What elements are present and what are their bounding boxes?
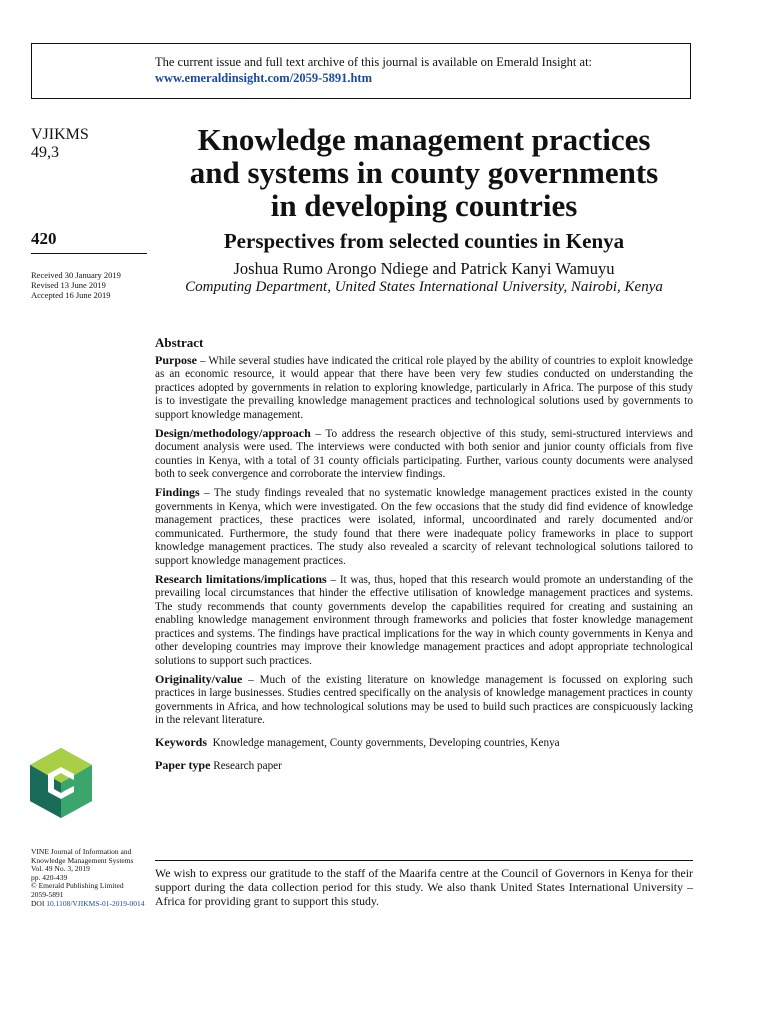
journal-name-line: Knowledge Management Systems bbox=[31, 855, 134, 865]
title-line: Knowledge management practices bbox=[197, 122, 651, 157]
purpose-label: Purpose bbox=[155, 352, 197, 367]
journal-copyright: © Emerald Publishing Limited bbox=[31, 881, 124, 891]
limitations-label: Research limitations/implications bbox=[155, 571, 327, 586]
abstract-heading: Abstract bbox=[155, 335, 204, 350]
acknowledgement-footnote: We wish to express our gratitude to the staff of the Maarifa centre at the Council of Governors in Kenya for their support during the data collection period for this study. We also thank United States International University – Africa for providing grant to support this study. bbox=[155, 866, 693, 908]
originality-label: Originality/value bbox=[155, 671, 243, 686]
journal-code-block bbox=[31, 126, 89, 162]
authors: Joshua Rumo Arongo Ndiege and Patrick Kanyi Wamuyu bbox=[233, 259, 615, 278]
article-subtitle: Perspectives from selected counties in Kenya bbox=[223, 229, 625, 253]
divider bbox=[31, 253, 147, 254]
design-label: Design/methodology/approach bbox=[155, 425, 311, 440]
volume-issue: 49,3 bbox=[31, 144, 59, 161]
findings-label: Findings bbox=[155, 484, 200, 499]
abstract-findings bbox=[155, 486, 693, 569]
banner-text: The current issue and full text archive of this journal is available on Emerald Insight at: bbox=[155, 55, 593, 69]
journal-pages: pp. 420-439 bbox=[31, 872, 68, 882]
article-dates bbox=[31, 270, 121, 300]
journal-volume: Vol. 49 No. 3, 2019 bbox=[31, 864, 90, 874]
journal-name-line: VINE Journal of Information and bbox=[31, 847, 132, 856]
purpose-text: – While several studies have indicated the critical role played by the ability of countries to exploit knowledge as an economic resource, it would appear that there have been very few studies conducted on understanding the practices adopted by governments in relation to exploring knowledge, particularly in Africa. The purpose of this study is to investigate the prevailing knowledge management practices and technological solutions used by governments to support knowledge management. bbox=[155, 354, 693, 421]
accepted-date: Accepted 16 June 2019 bbox=[31, 290, 111, 300]
received-date: Received 30 January 2019 bbox=[31, 270, 121, 280]
paper-type-text: Research paper bbox=[213, 759, 282, 772]
abstract-limitations bbox=[155, 573, 693, 669]
page-number: 420 bbox=[31, 229, 57, 248]
title-line: and systems in county governments bbox=[189, 155, 659, 190]
originality-text: – Much of the existing literature on knowledge management is focussed on exploring such practices in large businesses. Studies centred specifically on the analysis of knowledge management practices in county governments in Africa, and how technological solutions may be used to build such practices are conspicuously lacking in the relevant literature. bbox=[155, 673, 693, 727]
journal-doi bbox=[31, 900, 151, 909]
revised-date: Revised 13 June 2019 bbox=[31, 280, 106, 290]
paper-type bbox=[155, 759, 693, 774]
limitations-text: – It was, thus, hoped that this research would promote an understanding of the prevailing local circumstances that hinder the effective utilisation of knowledge management practices and systems. The study recommends that county governments develop the capabilities required for creating and sustaining an enabling knowledge management environment through frameworks and policies that foster knowledge management practices and systems. The findings have practical implications for the way in which county governments in Kenya and other developing countries may improve their knowledge management practices and adopt appropriate technological solutions to support such practices. bbox=[155, 573, 693, 668]
abstract-purpose bbox=[155, 354, 693, 423]
title-line: in developing countries bbox=[270, 188, 578, 223]
abstract-originality bbox=[155, 673, 693, 728]
keywords bbox=[155, 736, 693, 751]
paper-type-label: Paper type bbox=[155, 757, 211, 772]
findings-text: – The study findings revealed that no systematic knowledge management practices existed in the county governments in Kenya, which were investigated. On the few occasions that the study did find evidence of knowledge management practices, these practices were isolated, informal, uncoordinated and rarely documented and/or communicated. Furthermore, the study found that there were inadequate policy frameworks in place to support knowledge management practices. The study also revealed a scarcity of relevant technological solutions tailored to support knowledge management practices. bbox=[155, 486, 693, 567]
journal-code: VJIKMS bbox=[31, 126, 89, 143]
journal-info bbox=[31, 848, 151, 908]
journal-url-link[interactable]: www.emeraldinsight.com/2059-5891.htm bbox=[155, 71, 372, 85]
keywords-text: Knowledge management, County governments, Developing countries, Kenya bbox=[212, 737, 560, 750]
abstract-design bbox=[155, 427, 693, 482]
article-title bbox=[150, 123, 698, 222]
doi-link[interactable]: 10.1108/VJIKMS-01-2019-0014 bbox=[46, 898, 145, 908]
doi-label: DOI bbox=[31, 898, 45, 908]
crossmark-logo-icon[interactable] bbox=[30, 748, 92, 818]
design-text: – To address the research objective of this study, semi-structured interviews and document analysis were used. The interviews were conducted with both senior and junior county officials from five counties in Kenya, with a total of 31 county officials participating. Further, various county documents were analysed both to seek convergence and corroborate the interview findings. bbox=[155, 427, 693, 481]
footnote-divider bbox=[155, 860, 693, 861]
journal-issn: 2059-5891 bbox=[31, 889, 64, 899]
access-banner bbox=[31, 43, 691, 99]
keywords-label: Keywords bbox=[155, 735, 207, 750]
abstract-section bbox=[155, 336, 693, 777]
affiliation: Computing Department, United States International University, Nairobi, Kenya bbox=[185, 279, 663, 295]
